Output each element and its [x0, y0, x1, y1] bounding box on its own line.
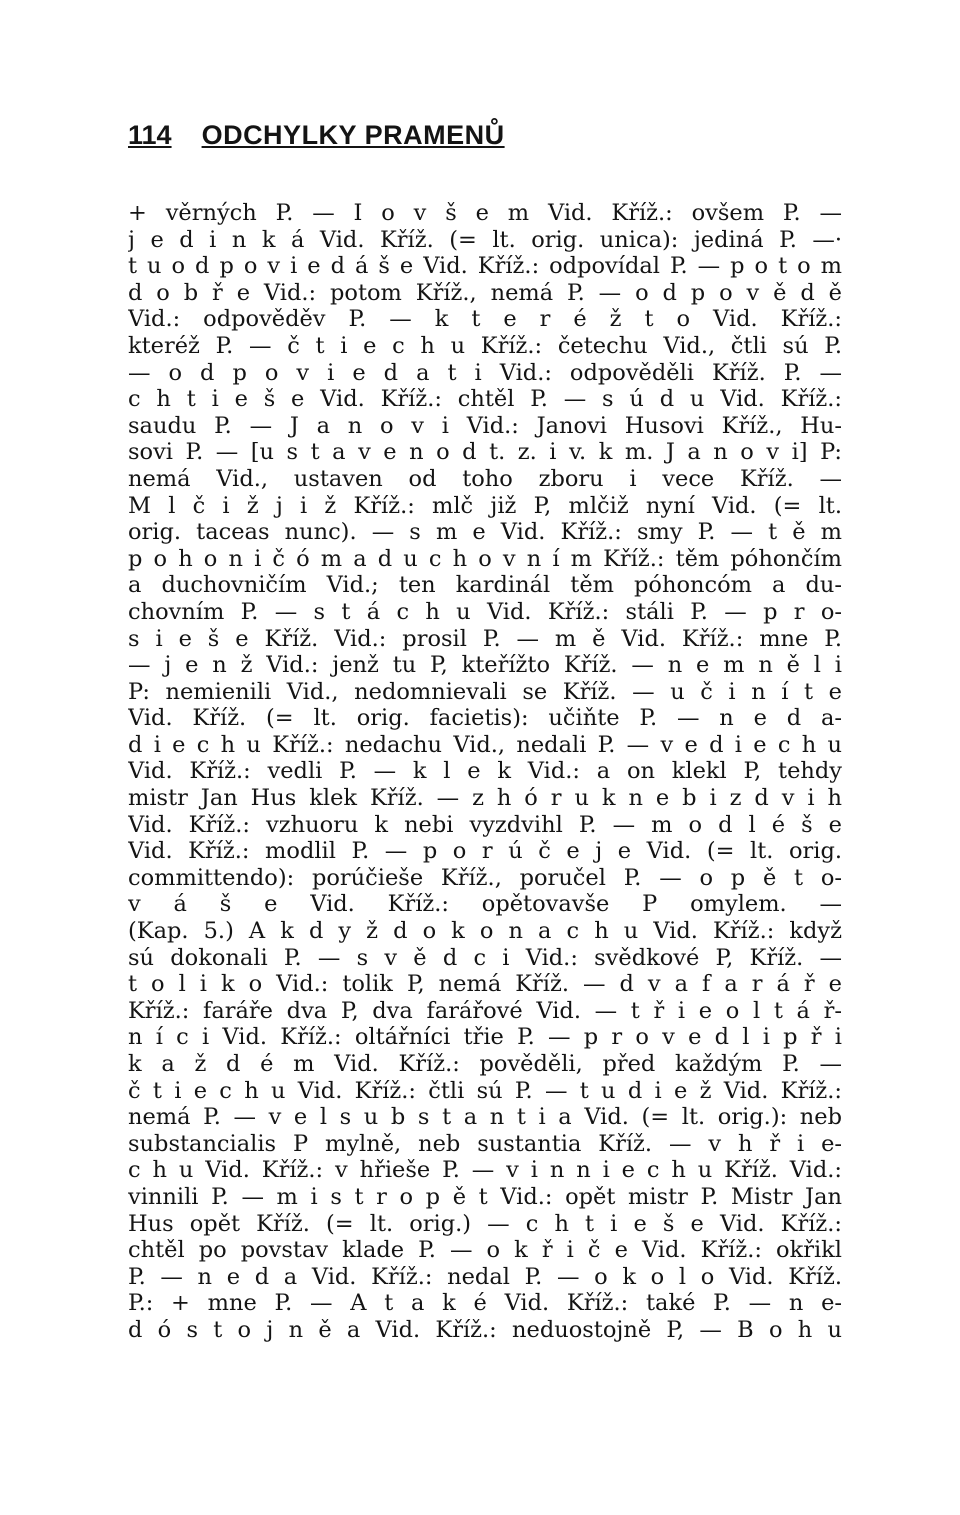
text-line: saudu P. — J a n o v i Vid.: Janovi Husovi Kříž., Hu- [128, 412, 842, 439]
text-line: substancialis P mylně, neb sustantia Kříž. — v h ř i e- [128, 1130, 842, 1157]
text-line: Vid. Kříž.: modlil P. — p o r ú č e j e Vid. (= lt. orig. [128, 838, 842, 865]
running-head: ODCHYLKY PRAMENŮ [201, 120, 505, 150]
text-line: c h t i e š e Vid. Kříž.: chtěl P. — s ú d u Vid. Kříž.: [128, 386, 842, 413]
text-line: sovi P. — [u s t a v e n o d t. z. i v. k m. J a n o v i] P: [128, 439, 842, 466]
text-line: — j e n ž Vid.: jenž tu P, kteřížto Kříž. — n e m n ě l i [128, 652, 842, 679]
text-line: Vid. Kříž.: vzhuoru k nebi vyzdvihl P. — m o d l é š e [128, 811, 842, 838]
page-header [128, 120, 842, 160]
text-line: v á š e Vid. Kříž.: opětovavše P omylem. — [128, 891, 842, 918]
text-line: s i e š e Kříž. Vid.: prosil P. — m ě Vid. Kříž.: mne P. [128, 625, 842, 652]
text-line: Hus opět Kříž. (= lt. orig.) — c h t i e š e Vid. Kříž.: [128, 1210, 842, 1237]
text-line: P.: + mne P. — A t a k é Vid. Kříž.: také P. — n e- [128, 1290, 842, 1317]
text-line: Vid. Kříž.: vedli P. — k l e k Vid.: a on klekl P, tehdy [128, 758, 842, 785]
text-line: n í c i Vid. Kříž.: oltářníci třie P. — p r o v e d l i p ř i [128, 1024, 842, 1051]
text-line: + věrných P. — I o v š e m Vid. Kříž.: ovšem P. — [128, 200, 842, 226]
text-line: c h u Vid. Kříž.: v hřieše P. — v i n n i e c h u Kříž. Vid.: [128, 1157, 842, 1184]
text-line: orig. taceas nunc). — s m e Vid. Kříž.: smy P. — t ě m [128, 519, 842, 546]
text-line: j e d i n k á Vid. Kříž. (= lt. orig. unica): jediná P. —· [128, 226, 842, 253]
text-line: Kříž.: faráře dva P, dva farářové Vid. — t ř i e o l t á ř- [128, 997, 842, 1024]
text-line: M l č i ž j i ž Kříž.: mlč již P, mlčiž nyní Vid. (= lt. [128, 492, 842, 519]
text-line: t o l i k o Vid.: tolik P, nemá Kříž. — d v a f a r á ř e [128, 971, 842, 998]
text-line: mistr Jan Hus klek Kříž. — z h ó r u k n e b i z d v i h [128, 785, 842, 812]
text-line: nemá Vid., ustaven od toho zboru i vece Kříž. — [128, 465, 842, 492]
text-line: Vid.: odpověděv P. — k t e r é ž t o Vid. Kříž.: [128, 306, 842, 333]
text-line: kteréž P. — č t i e c h u Kříž.: četechu Vid., čtli sú P. [128, 332, 842, 359]
text-line: p o h o n i č ó m a d u c h o v n í m Kříž.: těm póhončím [128, 545, 842, 572]
text-line: d i e c h u Kříž.: nedachu Vid., nedali P. — v e d i e c h u [128, 731, 842, 758]
text-line: (Kap. 5.) A k d y ž d o k o n a c h u Vid. Kříž.: když [128, 918, 842, 945]
text-line: vinnili P. — m i s t r o p ě t Vid.: opět mistr P. Mistr Jan [128, 1183, 842, 1210]
text-line: sú dokonali P. — s v ě d c i Vid.: svědkové P, Kříž. — [128, 944, 842, 971]
text-line: chovním P. — s t á c h u Vid. Kříž.: stáli P. — p r o- [128, 598, 842, 625]
text-line: d o b ř e Vid.: potom Kříž., nemá P. — o d p o v ě d ě [128, 279, 842, 306]
text-line: P. — n e d a Vid. Kříž.: nedal P. — o k o l o Vid. Kříž. [128, 1263, 842, 1290]
text-line: P: nemienili Vid., nedomnievali se Kříž. — u č i n í t e [128, 678, 842, 705]
text-line: d ó s t o j n ě a Vid. Kříž.: neduostojně P, — B o h u [128, 1316, 842, 1343]
text-line: — o d p o v i e d a t i Vid.: odpověděli Kříž. P. — [128, 359, 842, 386]
text-line: č t i e c h u Vid. Kříž.: čtli sú P. — t u d i e ž Vid. Kříž.: [128, 1077, 842, 1104]
text-line: t u o d p o v i e d á š e Vid. Kříž.: odpovídal P. — p o t o m [128, 253, 842, 280]
text-line: Vid. Kříž. (= lt. orig. facietis): učiňte P. — n e d a- [128, 705, 842, 732]
text-line: nemá P. — v e l s u b s t a n t i a Vid. (= lt. orig.): neb [128, 1104, 842, 1131]
page-number: 114 [128, 120, 172, 150]
text-line: chtěl po povstav klade P. — o k ř i č e Vid. Kříž.: okřikl [128, 1237, 842, 1264]
text-line: k a ž d é m Vid. Kříž.: pověděli, před každým P. — [128, 1051, 842, 1077]
text-line: a duchovničím Vid.; ten kardinál těm póhoncóm a du- [128, 572, 842, 599]
body-text [128, 200, 842, 1344]
text-line: committendo): porúčieše Kříž., poručel P. — o p ě t o- [128, 864, 842, 891]
